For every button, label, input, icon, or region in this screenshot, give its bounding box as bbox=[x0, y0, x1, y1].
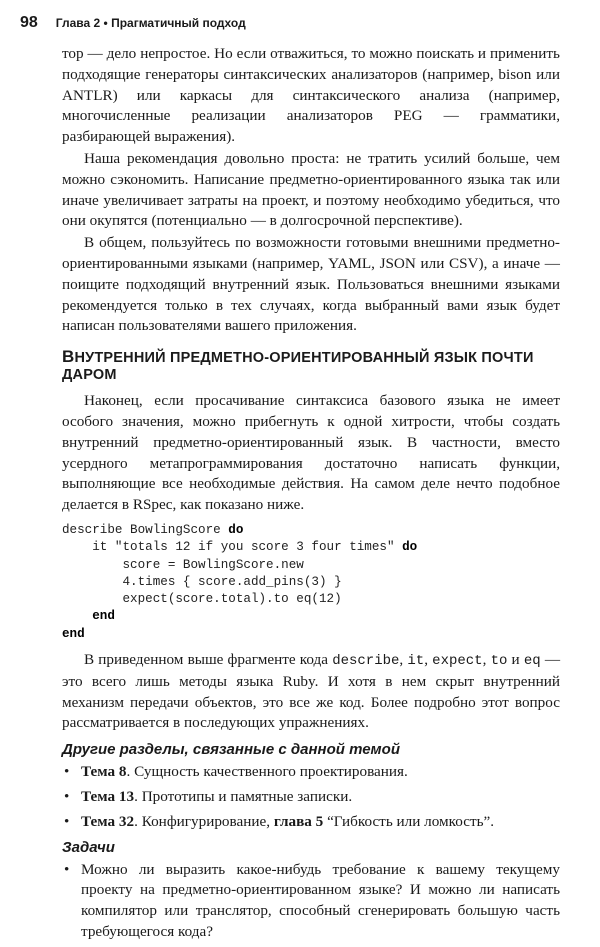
section-heading-cap: В bbox=[62, 347, 75, 367]
code-line: end bbox=[62, 626, 85, 641]
code-line: describe BowlingScore do bbox=[62, 522, 244, 537]
inline-code: expect bbox=[432, 653, 483, 670]
inline-code: describe bbox=[332, 653, 400, 670]
related-topics-list bbox=[62, 762, 560, 832]
paragraph-continued: тор — дело непростое. Но если отважиться, то можно поискать и применить подходящие генераторы синтаксических анализаторов (например, bison или ANTLR) или каркасы для синтаксического анализа (например, многочисленные реализации анализаторов PEG — грамматики, разбирающей выражения). bbox=[62, 45, 560, 146]
bullet-icon: • bbox=[64, 788, 70, 805]
paragraph-after-code: В приведенном выше фрагменте кода describe, it, expect, to и eq — это всего лишь методы языка Ruby. И хотя в нем скрыт внутренний механизм передачи объектов, это все же код. Более подробно этот вопрос рассматривается в последующих упражнениях. bbox=[62, 651, 561, 732]
code-line: 4.times { score.add_pins(3) } bbox=[122, 574, 342, 589]
section-heading-rest: НУТРЕННИЙ ПРЕДМЕТНО-ОРИЕНТИРОВАННЫЙ ЯЗЫК ПОЧТИ ДАРОМ bbox=[62, 350, 534, 384]
chapter-title: Глава 2 • Прагматичный подход bbox=[55, 16, 246, 30]
list-item: • Можно ли выразить какое-нибудь требование к вашему текущему проекту на предметно-ориентированном языке? И можно ли написать компилятор или транслятор, способный сгенерировать большую часть требующегося кода? bbox=[64, 860, 560, 940]
code-line: it "totals 12 if you score 3 four times" do bbox=[92, 540, 418, 555]
paragraph-internal-dsl: Наконец, если просачивание синтаксиса базового языка не имеет особого значения, можно прибегнуть к одной хитрости, чтобы создать внутренний предметно-ориентированный язык. В частности, вместо усердного метапрограммирования достаточно написать функции, выполняющие все необходимые действия. На самом деле нечто подобное делается в RSpec, как показано ниже. bbox=[62, 392, 560, 514]
section-heading bbox=[62, 347, 560, 383]
code-line: score = BowlingScore.new bbox=[122, 557, 304, 572]
code-line: expect(score.total).to eq(12) bbox=[122, 592, 342, 607]
code-block bbox=[62, 522, 560, 643]
inline-code: to bbox=[490, 653, 508, 670]
list-item: • Тема 13. Прототипы и памятные записки. bbox=[62, 787, 560, 808]
bullet-icon: • bbox=[64, 812, 70, 830]
inline-code: it bbox=[407, 653, 425, 670]
list-item: • Тема 8. Сущность качественного проектирования. bbox=[62, 762, 560, 783]
bullet-icon: • bbox=[64, 860, 70, 878]
paragraph-general: В общем, пользуйтесь по возможности готовыми внешними предметно-ориентированными языками (например, YAML, JSON или CSV), а иначе — поищите подходящий внутренний язык. Пользоваться внешними языками рекомендуется только в тех случаях, когда выбранный вами язык будет написан пользователями вашего приложения. bbox=[62, 234, 560, 335]
bullet-icon: • bbox=[64, 763, 70, 781]
related-topics-heading: Другие разделы, связанные с данной темой bbox=[62, 741, 400, 759]
page-number: 98 bbox=[20, 14, 38, 31]
list-item: • Тема 32. Конфигурирование, глава 5 “Гибкость или ломкость”. bbox=[62, 812, 560, 833]
tasks-list bbox=[62, 860, 560, 943]
tasks-heading: Задачи bbox=[62, 838, 115, 856]
inline-code: eq bbox=[523, 653, 541, 670]
page-body bbox=[62, 44, 560, 947]
paragraph-recommendation: Наша рекомендация довольно проста: не тратить усилий больше, чем можно сэкономить. Написание предметно-ориентированного языка так или иначе увеличивает затраты на проект, и поэтому необходимо убедиться, что они окупятся (потенциально — в долгосрочной перспективе). bbox=[62, 149, 560, 230]
running-header bbox=[20, 14, 560, 34]
code-line: end bbox=[92, 609, 115, 624]
